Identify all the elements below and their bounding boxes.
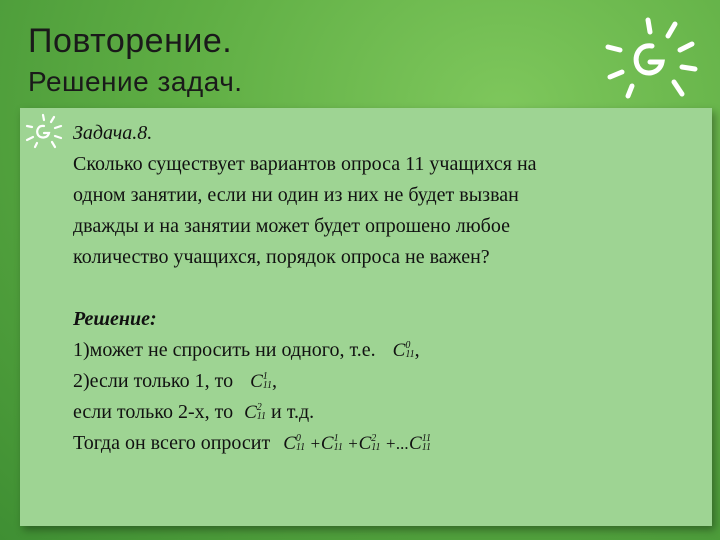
sun-bullet-icon	[24, 112, 64, 150]
solution-line-3	[73, 397, 703, 428]
solution-heading: Решение:	[73, 308, 157, 330]
solution-line-2-end: ,	[272, 370, 278, 392]
solution-line-3-text: если только 2-х, то	[73, 401, 234, 423]
solution-line-1	[73, 335, 703, 366]
slide-text	[73, 118, 703, 459]
solution-line-4	[73, 428, 703, 459]
page-title: Повторение.	[28, 22, 233, 60]
solution-line-4-text: Тогда он всего опросит	[73, 432, 271, 454]
task-line: количество учащихся, порядок опроса не важен?	[73, 246, 490, 268]
combination-c-11-1: C 1 11	[250, 371, 273, 392]
sun-logo-icon	[600, 14, 700, 104]
solution-line-2-text: 2)если только 1, то	[73, 370, 234, 392]
solution-line-1-text: 1)может не спросить ни одного, т.е.	[73, 339, 376, 361]
sum-formula: C 0 11 +C 1 11 +C 2 11 +...C 11 11	[283, 433, 431, 454]
task-line: Сколько существует вариантов опроса 11 учащихся на	[73, 153, 537, 175]
solution-line-1-end: ,	[414, 339, 420, 361]
task-heading: Задача.8.	[73, 122, 153, 144]
combination-c-11-2: C 2 11	[244, 402, 267, 423]
page-subtitle: Решение задач.	[28, 66, 243, 97]
solution-line-2	[73, 366, 703, 397]
combination-c-11-0: C 0 11	[392, 340, 415, 361]
task-line: дважды и на занятии может будет опрошено любое	[73, 215, 510, 237]
solution-line-3-end: и т.д.	[271, 401, 315, 423]
task-line: одном занятии, если ни один из них не будет вызван	[73, 184, 519, 206]
